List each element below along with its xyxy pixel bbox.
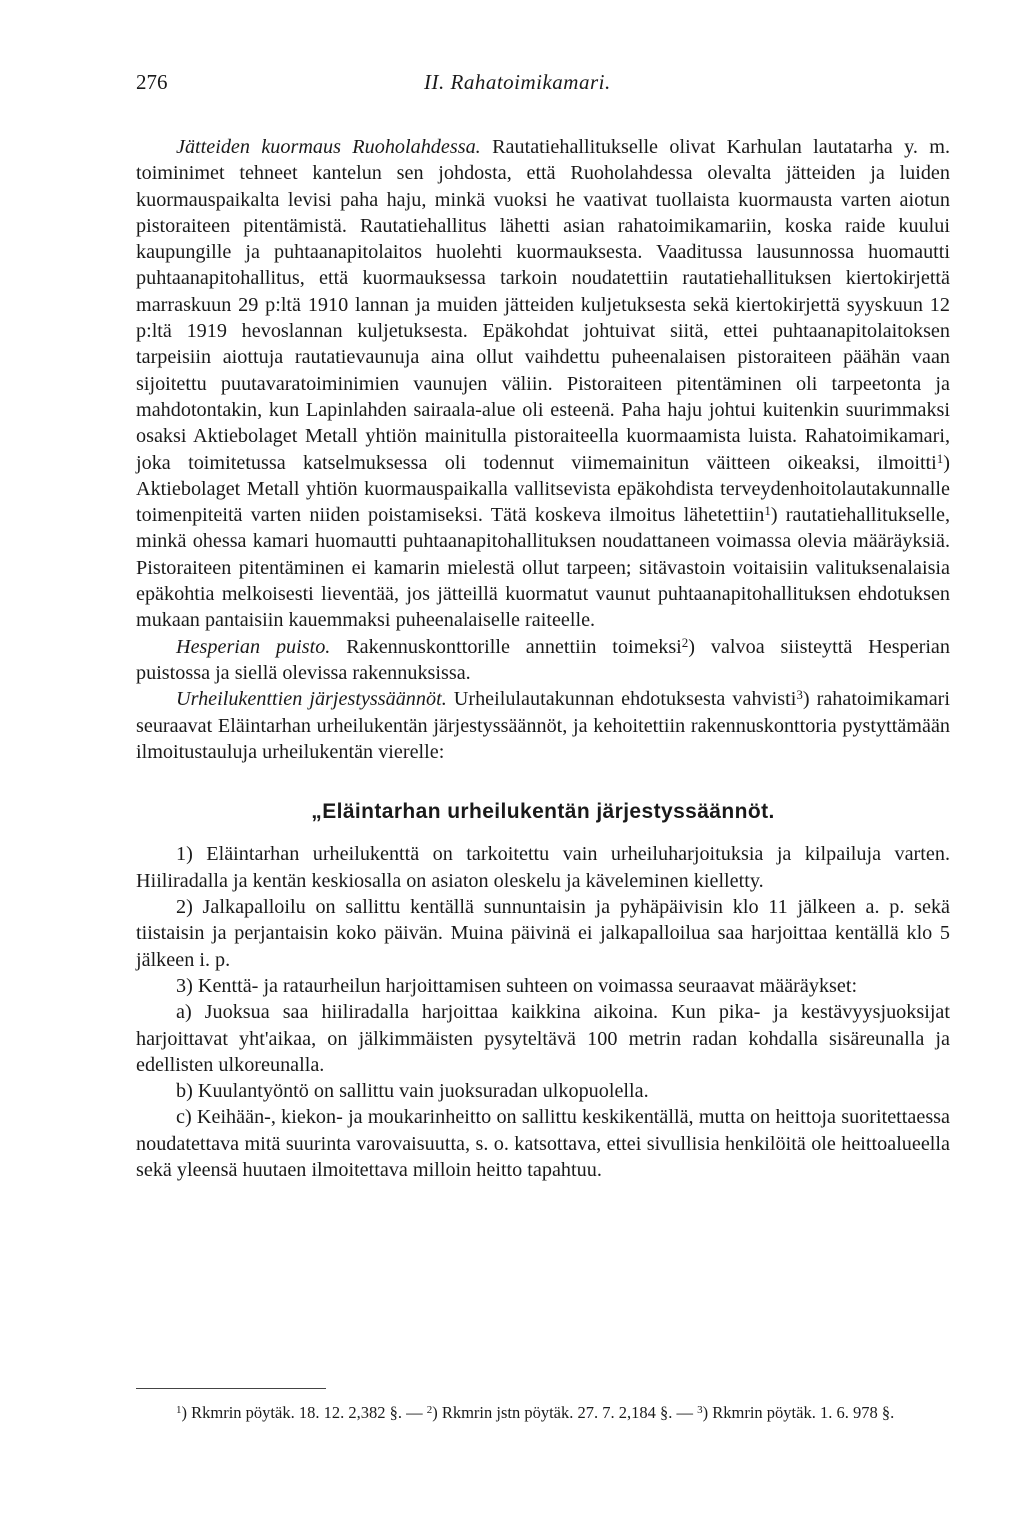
paragraph-urheilukenttien-saannot: Urheilukenttien järjestyssäännöt. Urheilulautakunnan ehdotuksesta vahvisti$^3$) rahatoimikamari seuraavat Eläintarhan urheilukentän järjestyssäännöt, ja kehoitettiin rakennuskonttoria pystyttämään ilmoitustauluja urheilukentän vierelle: [136,687,951,763]
rule-subitem: a) Juoksua saa hiiliradalla harjoittaa kaikkina aikoina. Kun pika- ja kestävyysjuoksijat harjoittavat yht'aikaa, on jälkimmäisten pysyteltävä 100 metrin radan kohdalla sisäreunalla ja edellisten ulkoreunalla. [136,1001,950,1076]
footnote-ref: 1 [936,450,944,466]
paragraph-text: Rautatiehallitukselle olivat Karhulan lautatarha y. m. toiminimet tehneet kantelun sen johdosta, että Ruoholahdessa olevalta jätteiden ja luiden kuormauspaikalta levisi paha haju, minkä vuoksi he vaativat tuollaista kuormausta varten aiotun pistoraiteen pitentämistä. Rautatiehallitus lähetti asian rahatoimikamariin, koska raide kuului kaupungille ja puhtaanapitolaitos huolehti kuormauksesta. Vaaditussa lausunnossa huomautti puhtaanapitohallitus, että kuormauksessa tarkoin noudatettiin rautatiehallituksen kiertokirjettä marraskuun 29 p:ltä 1910 lannan ja muiden jätteiden kuljetuksesta sekä kiertokirjettä syyskuun 12 p:ltä 1919 hevoslannan kuljetuksesta. Epäkohdat johtuivat siitä, ettei puhtaanapitolaitoksen tarpeisiin aiottuja rautatievaunuja aina ollut vaihdettu puheenalaisen pistoraiteen päähän vaan sijoitettu puutavaratoiminimien vaunujen väliin. Pistoraiteen pitentäminen oli tarpeetonta ja mahdotontakin, kun Lapinlahden sairaala-alue oli esteenä. Paha haju johtui kuitenkin suurimmaksi osaksi Aktiebolaget Metall yhtiön mainitulla pistoraiteella kuormaamista luista. Rahatoimikamari, joka toimitetussa katselmuksessa oli todennut viimemainitun väitteen oikeaksi, ilmoitti [136,136,950,474]
footnote-marker: 3 [697,1404,703,1416]
paragraph-text: rautatiehallitukselle, minkä ohessa kamari huomautti puhtaanapitohallituksen noudattaneen voimassa olevia määräyksiä. Pistoraiteen pitentäminen ei kamarin mielestä ollut tarpeen; sitävastoin voitaisiin valituksenalaisia epäkohtia melkoisesti lieventää, jos jätteillä kuormatut vaunut puhtaanapitohallituksen ehdotuksen mukaan pantaisiin kauemmaksi puheenalaiselle raiteelle. [136,504,950,632]
paragraph-text: valvoa siisteyttä Hesperian puistossa ja siellä olevissa rakennuksissa. [136,635,950,684]
footnote-ref: 1 [764,503,771,519]
rule-subitem: c) Keihään-, kiekon- ja moukarinheitto on sallittu keskikentällä, mutta on heittoja suoritettaessa noudatettava mitä suurinta varovaisuutta, s. o. katsottava, ettei sivullisia henkilöitä ole heittoalueella sekä yleensä huutaen ilmoitettava milloin heitto tapahtuu. [136,1106,950,1181]
rule-item: 2) Jalkapalloilu on sallittu kentällä sunnuntaisin ja pyhäpäivisin klo 11 jälkeen a. p. sekä tiistaisin ja perjantaisin koko päivän. Muina päivinä ei jalkapalloilua saa harjoittaa kentällä klo 5 jälkeen i. p. [136,896,950,971]
paragraph-jatteiden-kuormaus: Jätteiden kuormaus Ruoholahdessa. Rautatiehallitukselle olivat Karhulan lautatarha y. m. toiminimet tehneet kantelun sen johdosta, että Ruoholahdessa olevalta jätteiden ja luiden kuormauspaikalta levisi paha haju, minkä vuoksi he vaativat tuollaista kuormausta varten aiotun pistoraiteen pitentämistä. Rautatiehallitus lähetti asian rahatoimikamariin, koska raide kuului kaupungille ja puhtaanapitolaitos huolehti kuormauksesta. Vaaditussa lausunnossa huomautti puhtaanapitohallitus, että kuormauksessa tarkoin noudatettiin rautatiehallituksen kiertokirjettä marraskuun 29 p:ltä 1910 lannan ja muiden jätteiden kuljetuksesta sekä kiertokirjettä syyskuun 12 p:ltä 1919 hevoslannan kuljetuksesta. Epäkohdat johtuivat siitä, ettei puhtaanapitolaitoksen tarpeisiin aiottuja rautatievaunuja aina ollut vaihdettu puheenalaisen pistoraiteen päähän vaan sijoitettu puutavaratoiminimien vaunujen väliin. Pistoraiteen pitentäminen oli tarpeetonta ja mahdotontakin, kun Lapinlahden sairaala-alue oli esteenä. Paha haju johtui kuitenkin suurimmaksi osaksi Aktiebolaget Metall yhtiön mainitulla pistoraiteella kuormaamista luista. Rahatoimikamari, joka toimitetussa katselmuksessa oli todennut viimemainitun väitteen oikeaksi, ilmoitti$^1$) Aktiebolaget Metall yhtiön kuormauspaikalla vallitsevista epäkohdista terveydenhoitolautakunnalle toimenpiteitä varten niiden poistamiseksi. Tätä koskeva ilmoitus lähetettiin$^1$) rautatiehallitukselle, minkä ohessa kamari huomautti puhtaanapitohallituksen noudattaneen voimassa olevia määräyksiä. Pistoraiteen pitentäminen ei kamarin mielestä ollut tarpeen; sitävastoin voitaisiin valituksenalaisia epäkohtia melkoisesti lieventää, jos jätteillä kuormatut vaunut puhtaanapitohallituksen ehdotuksen mukaan pantaisiin kauemmaksi puheenalaiselle raiteelle. [136,136,950,632]
page-number: 276 [136,70,168,94]
footnote-divider [136,1388,326,1389]
paragraph-heading: Urheilukenttien järjestyssäännöt. [176,688,447,711]
footnote-marker: 1 [176,1404,182,1416]
paragraph-text: Aktiebolaget Metall yhtiön kuormauspaikalla vallitsevista epäkohdista terveydenhoitolautakunnalle toimenpiteitä varten niiden poistamiseksi. Tätä koskeva ilmoitus lähetettiin [136,477,950,527]
running-title: II. Rahatoimikamari. [424,70,611,94]
footnote-ref: 3 [796,687,803,703]
footnote-text: Rkmrin pöytäk. 1. 6. 978 §. [708,1403,895,1422]
rule-subitem: b) Kuulantyöntö on sallittu vain juoksuradan ulkopuolella. [176,1080,649,1103]
footnote-ref: 2 [681,634,689,650]
rule-item: 3) Kenttä- ja rataurheilun harjoittamisen suhteen on voimassa seuraavat määräykset: [176,974,858,997]
paragraph-text: Rakennuskonttorille annettiin toimeksi [330,635,682,658]
section-title: „Eläintarhan urheilukentän järjestyssäännöt. [311,800,775,824]
running-header [136,70,896,106]
footnote-line: $^1$) Rkmrin pöytäk. 18. 12. 2,382 §. — $^2$) Rkmrin jstn pöytäk. 27. 7. 2,184 §. — $^3$) Rkmrin pöytäk. 1. 6. 978 §. [176,1403,895,1422]
paragraph-hesperian-puisto: Hesperian puisto. Rakennuskonttorille annettiin toimeksi$^2$) valvoa siisteyttä Hesperian puistossa ja siellä olevissa rakennuksissa. [136,634,950,684]
rule-item: 1) Eläintarhan urheilukenttä on tarkoitettu vain urheiluharjoituksia ja kilpailuja varten. Hiiliradalla ja kentän keskiosalla on asiaton oleskelu ja käveleminen kielletty. [136,843,950,892]
paragraph-heading: Hesperian puisto. [176,635,331,658]
paragraph-heading: Jätteiden kuormaus Ruoholahdessa. [176,136,481,158]
paragraph-text: Urheilulautakunnan ehdotuksesta vahvisti [446,688,797,711]
footnotes [136,1402,950,1424]
footnote-text: Rkmrin jstn pöytäk. 27. 7. 2,184 §. — [437,1403,698,1422]
footnote-marker: 2 [426,1404,433,1416]
body-text [136,134,950,1183]
footnote-text: Rkmrin pöytäk. 18. 12. 2,382 §. — [187,1403,427,1422]
paragraph-text: rahatoimikamari seuraavat Eläintarhan urheilukentän järjestyssäännöt, ja kehoitettiin rakennuskonttoria pystyttämään ilmoitustauluja urheilukentän vierelle: [136,688,951,763]
